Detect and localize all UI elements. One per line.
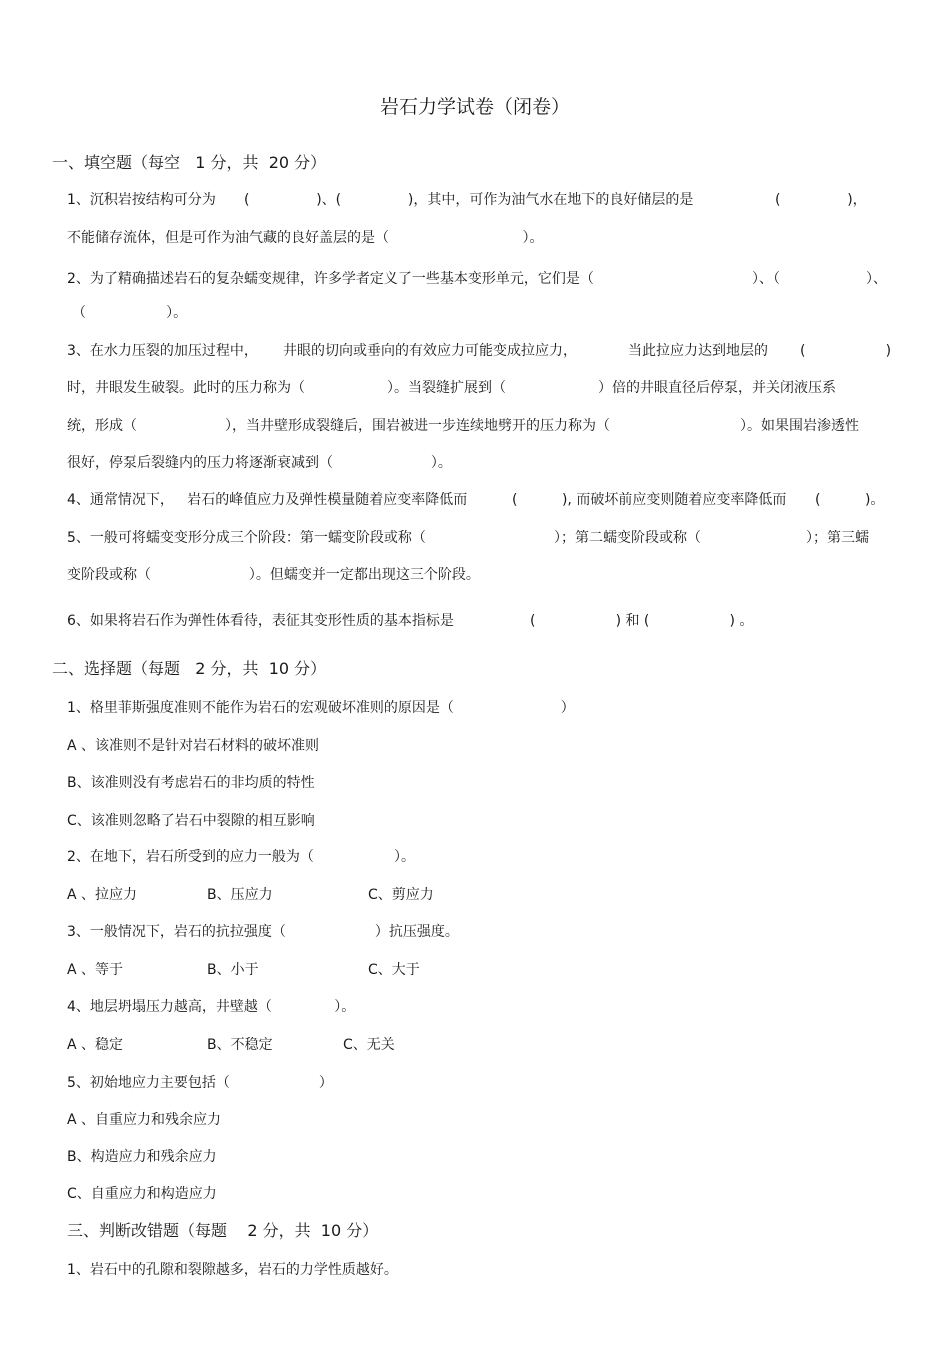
question-text: ( )， xyxy=(775,192,867,208)
question-text: ）；第二蠕变阶段或称（ xyxy=(554,530,701,546)
option-b: B、该准则没有考虑岩石的非均质的特性 xyxy=(67,775,315,791)
question-text: 4、地层坍塌压力越高，井壁越（ ）。 xyxy=(67,999,356,1015)
option-b: B、小于 xyxy=(207,962,259,978)
option-a: A 、稳定 xyxy=(67,1037,124,1053)
section-heading-multiple-choice: 二、选择题（每题 2 分，共 10 分） xyxy=(52,659,327,678)
question-text: 6、如果将岩石作为弹性体看待，表征其变形性质的基本指标是 xyxy=(67,613,454,629)
question-text: ( ), 而破坏前应变则随着应变率降低而 xyxy=(512,492,787,508)
question-text: ）、（ xyxy=(752,271,780,287)
question-text: 当此拉应力达到地层的 xyxy=(628,343,768,359)
question-text: ）。当裂缝扩展到（ xyxy=(387,380,506,396)
question-text: 5、一般可将蠕变变形分成三个阶段：第一蠕变阶段或称（ xyxy=(67,530,426,546)
question-text: 变阶段或称（ ）。但蠕变并一定都出现这三个阶段。 xyxy=(67,567,480,583)
option-a: A 、拉应力 xyxy=(67,887,138,903)
question-text: 2、为了精确描述岩石的复杂蠕变规律，许多学者定义了一些基本变形单元，它们是（ xyxy=(67,271,594,287)
question-text: 1、岩石中的孔隙和裂隙越多，岩石的力学性质越好。 xyxy=(67,1262,398,1278)
question-text: ( ) xyxy=(800,343,892,359)
option-c: C、该准则忽略了岩石中裂隙的相互影响 xyxy=(67,813,315,829)
question-text: 3、一般情况下，岩石的抗拉强度（ ）抗压强度。 xyxy=(67,924,459,940)
exam-title: 岩石力学试卷（闭卷） xyxy=(379,96,570,118)
question-text: ( ) 和 ( ) 。 xyxy=(530,613,754,629)
question-text: ）倍的井眼直径后停泵，并关闭液压系 xyxy=(598,380,836,396)
option-a: A 、等于 xyxy=(67,962,124,978)
question-text: ）、 xyxy=(866,271,887,287)
question-text: 4、通常情况下， 岩石的峰值应力及弹性模量随着应变率降低而 xyxy=(67,492,468,508)
question-text: 1、沉积岩按结构可分为 xyxy=(67,192,216,208)
option-a: A 、该准则不是针对岩石材料的破坏准则 xyxy=(67,738,320,754)
option-b: B、不稳定 xyxy=(207,1037,273,1053)
option-c: C、无关 xyxy=(343,1037,395,1053)
option-c: C、剪应力 xyxy=(368,887,434,903)
option-c: C、自重应力和构造应力 xyxy=(67,1186,217,1202)
question-text: 井眼的切向或垂向的有效应力可能变成拉应力， xyxy=(283,343,577,359)
question-text: 3、在水力压裂的加压过程中， xyxy=(67,343,258,359)
section-heading-fill-blank: 一、填空题（每空 1 分，共 20 分） xyxy=(52,153,327,172)
option-b: B、压应力 xyxy=(207,887,273,903)
question-text: ( )、( )，其中，可作为油气水在地下的良好储层的是 xyxy=(244,192,694,208)
question-text: 很好，停泵后裂缝内的压力将逐渐衰减到（ ）。 xyxy=(67,455,452,471)
section-heading-true-false: 三、判断改错题（每题 2 分，共 10 分） xyxy=(67,1221,379,1240)
question-text: 不能储存流体，但是可作为油气藏的良好盖层的是（ ）。 xyxy=(67,230,544,246)
question-text: ），当井壁形成裂缝后，围岩被进一步连续地劈开的压力称为（ xyxy=(225,418,610,434)
question-text: 2、在地下，岩石所受到的应力一般为（ ）。 xyxy=(67,849,416,865)
question-text: 5、初始地应力主要包括（ ） xyxy=(67,1075,333,1091)
question-text: 统，形成（ xyxy=(67,418,137,434)
question-text: ）。如果围岩渗透性 xyxy=(740,418,859,434)
option-b: B、构造应力和残余应力 xyxy=(67,1149,217,1165)
question-text: 1、格里菲斯强度准则不能作为岩石的宏观破坏准则的原因是（ ） xyxy=(67,700,575,716)
question-text: ）；第三蠕 xyxy=(806,530,869,546)
question-text: 时，井眼发生破裂。此时的压力称为（ xyxy=(67,380,305,396)
option-c: C、大于 xyxy=(368,962,420,978)
option-a: A 、自重应力和残余应力 xyxy=(67,1112,222,1128)
question-text: ( )。 xyxy=(815,492,885,508)
question-text: （ ）。 xyxy=(72,305,188,321)
